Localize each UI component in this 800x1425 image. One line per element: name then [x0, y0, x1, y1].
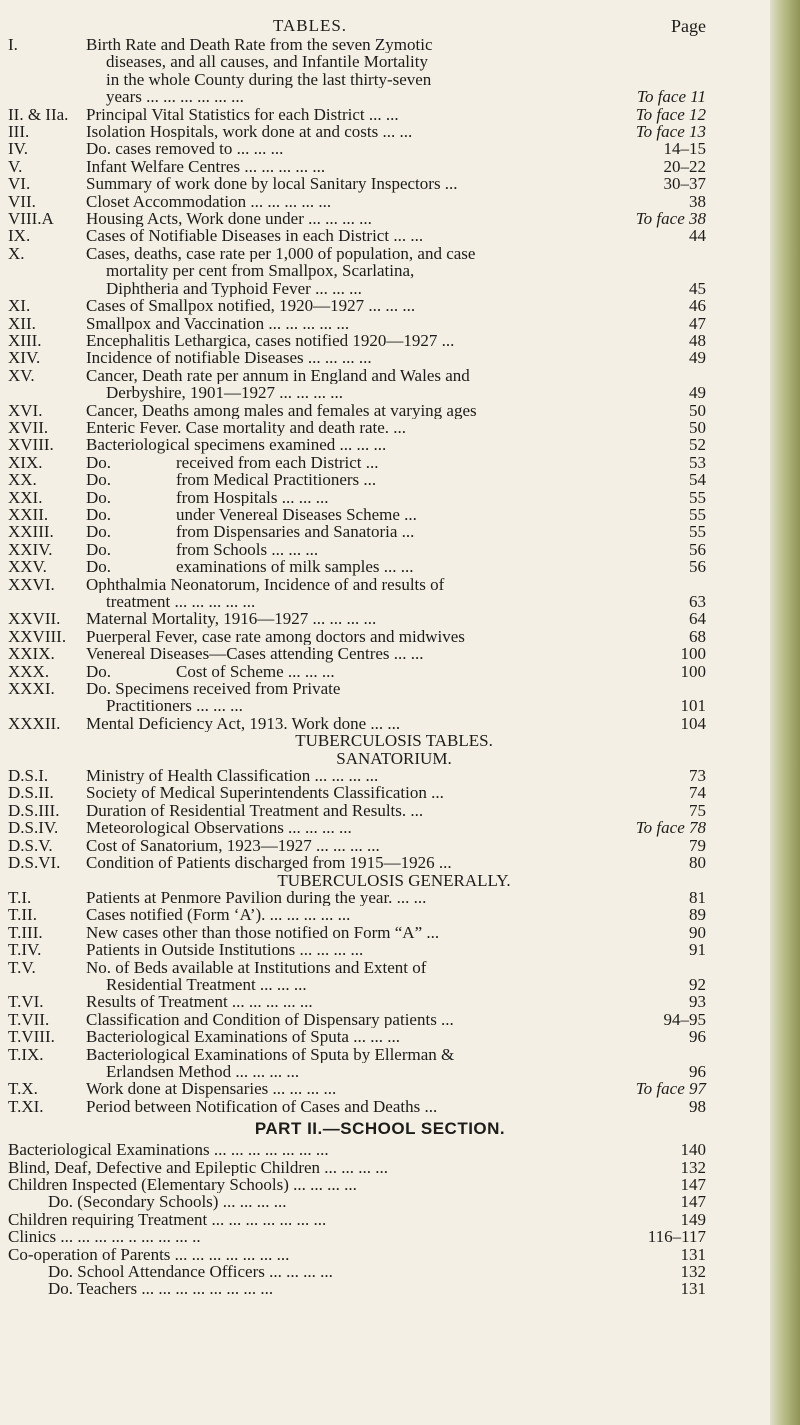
table-entry — [0, 924, 760, 941]
entry-title-text: Cost of Scheme ... ... ... — [176, 662, 335, 681]
page-reference: 55 — [689, 522, 706, 542]
entry-title: Results of Treatment ... ... ... ... ... — [86, 993, 313, 1011]
table-number: III. — [8, 122, 30, 142]
school-entry — [0, 1211, 760, 1228]
page-reference: 149 — [680, 1209, 706, 1229]
entry-title: Cases of Notifiable Diseases in each District ... ... — [86, 227, 424, 245]
school-entry — [0, 1280, 760, 1297]
table-entry-line — [0, 280, 760, 297]
page-reference: 91 — [689, 940, 706, 960]
table-number: XXIII. — [8, 522, 54, 542]
table-entry — [0, 541, 760, 558]
table-number: XVIII. — [8, 435, 54, 455]
entry-title: Closet Accommodation ... ... ... ... ... — [86, 192, 332, 211]
page-reference: 46 — [689, 296, 706, 316]
table-number: T.I. — [8, 887, 32, 907]
entry-title: Cases notified (Form ‘A’). ... ... ... ... ... — [86, 906, 351, 924]
page-reference: 20–22 — [663, 156, 706, 176]
page-reference: To face 97 — [635, 1079, 706, 1099]
table-entry — [0, 993, 760, 1010]
table-number: XXXII. — [8, 713, 61, 733]
table-number: IX. — [8, 226, 31, 246]
table-entry-line — [0, 262, 760, 279]
table-number: D.S.I. — [8, 766, 49, 786]
table-entry-line — [0, 367, 760, 384]
school-entry — [0, 1159, 760, 1176]
entry-title-text: from Schools ... ... ... — [176, 540, 319, 559]
table-entry-line — [0, 53, 760, 70]
entry-title-line: Cancer, Death rate per annum in England and Wales and — [86, 366, 470, 385]
school-entry — [0, 1176, 760, 1193]
entry-title-line: Bacteriological Examinations of Sputa by Ellerman & — [86, 1045, 455, 1063]
table-number: XXVII. — [8, 609, 61, 629]
table-entry — [0, 158, 760, 175]
table-entry — [0, 454, 760, 471]
table-number: XXVI. — [8, 574, 55, 594]
entry-title-line: Cases, deaths, case rate per 1,000 of population, and case — [86, 244, 476, 263]
entry-title-line: Do. Specimens received from Private — [86, 680, 341, 698]
table-number: XXII. — [8, 504, 49, 524]
tb-tables-heading: TUBERCULOSIS TABLES. — [295, 731, 493, 751]
page-reference: 44 — [689, 226, 706, 246]
entry-title: Period between Notification of Cases and Deaths ... — [86, 1097, 438, 1116]
table-entry — [0, 767, 760, 784]
entry-title: Bacteriological specimens examined ... ... ... — [86, 436, 387, 454]
school-entry-title: Do. School Attendance Officers ... ... ... ... — [48, 1263, 333, 1281]
table-entry — [0, 819, 760, 836]
table-number: XVII. — [8, 417, 49, 437]
entry-title: Bacteriological Examinations of Sputa ... ... ... — [86, 1028, 400, 1046]
page-reference: 89 — [689, 905, 706, 925]
table-number: XI. — [8, 296, 31, 316]
page-reference: 63 — [689, 592, 706, 611]
entry-title: Encephalitis Lethargica, cases notified 1920—1927 ... — [86, 331, 455, 350]
page-reference: 116–117 — [647, 1227, 706, 1247]
page-reference: To face 78 — [635, 818, 706, 838]
table-number: II. & IIa. — [8, 104, 69, 124]
table-number: T.VIII. — [8, 1027, 55, 1047]
page-reference: 55 — [689, 504, 706, 524]
table-entry-line — [0, 697, 760, 714]
table-number: T.IX. — [8, 1044, 44, 1064]
table-entry — [0, 906, 760, 923]
table-number: T.XI. — [8, 1096, 44, 1116]
ditto-mark: Do. — [86, 540, 112, 559]
table-number: T.V. — [8, 957, 36, 977]
page-reference: 52 — [689, 435, 706, 455]
table-entry — [0, 489, 760, 506]
entry-title: Smallpox and Vaccination ... ... ... ... ... — [86, 314, 350, 332]
scan-edge — [770, 0, 800, 1425]
page-reference: 64 — [689, 609, 706, 629]
table-entry — [0, 889, 760, 906]
table-entry — [0, 227, 760, 244]
table-entry — [0, 1011, 760, 1028]
table-entry-line — [0, 1063, 760, 1080]
page-reference: 92 — [689, 974, 706, 994]
entry-title: Enteric Fever. Case mortality and death rate. ... — [86, 418, 407, 437]
table-entry — [0, 175, 760, 192]
table-number: D.S.III. — [8, 800, 60, 820]
table-number: D.S.IV. — [8, 818, 59, 838]
entry-title-text: from Dispensaries and Sanatoria ... — [176, 523, 415, 541]
table-of-contents — [0, 36, 760, 1298]
entry-title: Summary of work done by local Sanitary Inspectors ... — [86, 175, 458, 193]
page-reference: 48 — [689, 330, 706, 350]
entry-title: Housing Acts, Work done under ... ... ... ... — [86, 210, 372, 228]
page-reference: 50 — [689, 417, 706, 437]
tb-generally-heading: TUBERCULOSIS GENERALLY. — [277, 870, 511, 890]
table-entry — [0, 471, 760, 488]
entry-title: Meteorological Observations ... ... ... ... — [86, 819, 352, 837]
main-tables-list — [0, 36, 760, 732]
school-entry-title: Co-operation of Parents ... ... ... ... ... ... ... — [8, 1245, 290, 1264]
entry-title-line: Residential Treatment ... ... ... — [106, 975, 307, 994]
table-entry — [0, 663, 760, 680]
table-entry — [0, 106, 760, 123]
entry-title: Puerperal Fever, case rate among doctors and midwives — [86, 627, 465, 646]
entry-title: Cases of Smallpox notified, 1920—1927 ... ... ... — [86, 297, 416, 315]
entry-title: Patients at Penmore Pavilion during the year. ... ... — [86, 888, 427, 907]
entry-title: Classification and Condition of Dispensary patients ... — [86, 1010, 454, 1029]
general-tables-list — [0, 889, 760, 1115]
table-entry — [0, 784, 760, 801]
school-entry-title: Do. Teachers ... ... ... ... ... ... ... ... — [48, 1280, 274, 1298]
page-reference: 54 — [689, 470, 706, 490]
entry-title-line: No. of Beds available at Institutions and Extent of — [86, 958, 427, 976]
table-entry — [0, 297, 760, 314]
page-reference: 49 — [689, 383, 706, 403]
page-reference: 101 — [680, 696, 706, 716]
school-entry-title: Bacteriological Examinations ... ... ... ... ... ... ... — [8, 1141, 329, 1159]
school-entry — [0, 1193, 760, 1210]
table-entry-line — [0, 1046, 760, 1063]
section-heading — [0, 872, 760, 889]
page-reference: 79 — [689, 835, 706, 855]
school-entry-title: Blind, Deaf, Defective and Epileptic Children ... ... ... ... — [8, 1158, 389, 1176]
entry-title: Principal Vital Statistics for each District ... ... — [86, 105, 399, 124]
school-entry-title: Children requiring Treatment ... ... ... ... ... ... ... — [8, 1210, 327, 1229]
entry-title-line: Ophthalmia Neonatorum, Incidence of and results of — [86, 575, 445, 593]
entry-title: Incidence of notifiable Diseases ... ... ... ... — [86, 349, 372, 367]
table-number: XXV. — [8, 557, 47, 577]
entry-title — [86, 454, 702, 471]
table-entry-line — [0, 680, 760, 697]
entry-title — [86, 663, 702, 680]
entry-title-line: Practitioners ... ... ... — [106, 697, 243, 715]
table-entry — [0, 140, 760, 157]
table-number: XIV. — [8, 348, 41, 368]
table-number: VI. — [8, 174, 31, 194]
table-entry — [0, 715, 760, 732]
page-reference: To face 13 — [635, 122, 706, 142]
table-number: D.S.VI. — [8, 853, 61, 873]
entry-title-text: examinations of milk samples ... ... — [176, 558, 414, 576]
entry-title — [86, 523, 702, 540]
page-reference: 38 — [689, 191, 706, 211]
table-entry — [0, 645, 760, 662]
table-entry — [0, 837, 760, 854]
school-entry-title: Children Inspected (Elementary Schools) ... ... ... ... — [8, 1176, 357, 1194]
page-reference: 80 — [689, 853, 706, 873]
tables-heading: TABLES. — [272, 16, 348, 35]
table-entry — [0, 628, 760, 645]
entry-title-line: diseases, and all causes, and Infantile Mortality — [106, 53, 428, 71]
entry-title: Condition of Patients discharged from 1915—1926 ... — [86, 854, 452, 872]
table-number: XXI. — [8, 487, 43, 507]
table-number: XIII. — [8, 330, 42, 350]
entry-title: Do. cases removed to ... ... ... — [86, 140, 284, 158]
table-entry — [0, 802, 760, 819]
page-reference: 68 — [689, 626, 706, 646]
entry-title-line: Birth Rate and Death Rate from the seven Zymotic — [86, 36, 433, 54]
sanatorium-heading: SANATORIUM. — [336, 748, 452, 768]
school-entry — [0, 1246, 760, 1263]
entry-title: Work done at Dispensaries ... ... ... ... — [86, 1080, 337, 1098]
table-number: T.X. — [8, 1079, 38, 1099]
table-number: XII. — [8, 313, 36, 333]
table-entry — [0, 1080, 760, 1097]
page-reference: To face 12 — [635, 104, 706, 124]
table-number: T.VII. — [8, 1009, 50, 1029]
entry-title: Isolation Hospitals, work done at and costs ... ... — [86, 123, 413, 141]
page-reference: 98 — [689, 1096, 706, 1116]
sanatorium-tables-list — [0, 767, 760, 871]
entry-title — [86, 489, 702, 506]
entry-title: Maternal Mortality, 1916—1927 ... ... ... ... — [86, 610, 377, 628]
table-entry-line — [0, 88, 760, 105]
table-number: T.III. — [8, 922, 43, 942]
table-number: XIX. — [8, 452, 43, 472]
ditto-mark: Do. — [86, 453, 112, 472]
table-number: T.IV. — [8, 940, 42, 960]
table-number: VII. — [8, 191, 36, 211]
table-entry-line — [0, 593, 760, 610]
table-entry — [0, 419, 760, 436]
table-number: IV. — [8, 139, 28, 159]
entry-title: Cancer, Deaths among males and females at varying ages — [86, 401, 477, 419]
page-reference: 132 — [680, 1157, 706, 1177]
table-entry-line — [0, 36, 760, 53]
school-section-list — [0, 1141, 760, 1298]
page-reference: 14–15 — [663, 139, 706, 159]
entry-title — [86, 506, 702, 523]
table-entry — [0, 349, 760, 366]
entry-title-line: mortality per cent from Smallpox, Scarlatina, — [106, 262, 415, 280]
page-reference: 45 — [689, 278, 706, 298]
table-entry — [0, 210, 760, 227]
page-reference: 49 — [689, 348, 706, 368]
page-reference: 140 — [680, 1140, 706, 1160]
entry-title-line: Derbyshire, 1901—1927 ... ... ... ... — [106, 384, 344, 402]
ditto-mark: Do. — [86, 488, 112, 506]
page-column-heading: Page — [671, 16, 706, 36]
table-number: V. — [8, 156, 23, 176]
table-number: XXVIII. — [8, 626, 67, 646]
table-number: VIII.A — [8, 209, 54, 229]
school-entry — [0, 1141, 760, 1158]
table-number: XV. — [8, 365, 35, 385]
table-entry — [0, 610, 760, 627]
entry-title: Venereal Diseases—Cases attending Centres ... ... — [86, 645, 424, 663]
ditto-mark: Do. — [86, 662, 112, 681]
table-number: XX. — [8, 470, 37, 490]
table-number: XXXI. — [8, 679, 55, 699]
page-reference: 75 — [689, 800, 706, 820]
entry-title — [86, 558, 702, 575]
entry-title — [86, 471, 702, 488]
page-reference: 96 — [689, 1027, 706, 1047]
entry-title-text: received from each District ... — [176, 453, 379, 472]
page-reference: 74 — [689, 783, 706, 803]
table-entry — [0, 523, 760, 540]
table-number: XXIX. — [8, 644, 55, 664]
ditto-mark: Do. — [86, 505, 112, 524]
page-reference: 73 — [689, 766, 706, 786]
page-reference: 94–95 — [663, 1009, 706, 1029]
page-reference: To face 38 — [635, 209, 706, 229]
ditto-mark: Do. — [86, 471, 112, 489]
page-reference: 90 — [689, 922, 706, 942]
table-number: T.II. — [8, 905, 37, 925]
entry-title-line: years ... ... ... ... ... ... — [106, 88, 244, 106]
table-entry — [0, 402, 760, 419]
table-entry — [0, 506, 760, 523]
header — [0, 16, 760, 38]
page-reference: 30–37 — [663, 174, 706, 194]
table-entry-line — [0, 959, 760, 976]
table-entry — [0, 558, 760, 575]
table-number: XVI. — [8, 400, 43, 420]
school-entry-title: Clinics ... ... ... ... .. ... ... ... .. — [8, 1228, 201, 1246]
entry-title: Ministry of Health Classification ... ... ... ... — [86, 767, 379, 785]
page-reference: 147 — [680, 1175, 706, 1194]
page-reference: 96 — [689, 1061, 706, 1081]
table-entry-line — [0, 71, 760, 88]
page-reference: 56 — [689, 557, 706, 577]
table-entry-line — [0, 384, 760, 401]
table-entry-line — [0, 976, 760, 993]
entry-title: Patients in Outside Institutions ... ... ... ... — [86, 941, 364, 959]
table-entry — [0, 193, 760, 210]
part-two-heading: PART II.—SCHOOL SECTION. — [254, 1119, 506, 1139]
table-number: XXIV. — [8, 539, 53, 559]
entry-title: Society of Medical Superintendents Classification ... — [86, 784, 444, 802]
entry-title: New cases other than those notified on Form “A” ... — [86, 923, 440, 942]
page-reference: 50 — [689, 400, 706, 420]
page-reference: 132 — [680, 1262, 706, 1282]
ditto-mark: Do. — [86, 558, 112, 576]
school-entry — [0, 1263, 760, 1280]
page-reference: 81 — [689, 887, 706, 907]
entry-title: Cost of Sanatorium, 1923—1927 ... ... ... ... — [86, 836, 380, 855]
table-number: D.S.II. — [8, 783, 54, 803]
table-entry — [0, 941, 760, 958]
page-reference: 147 — [680, 1192, 706, 1212]
page-reference: 100 — [680, 644, 706, 664]
table-number: T.VI. — [8, 992, 44, 1012]
section-heading — [0, 732, 760, 749]
entry-title: Duration of Residential Treatment and Results. ... — [86, 801, 424, 820]
page-reference: 56 — [689, 539, 706, 559]
table-entry-line — [0, 245, 760, 262]
page-reference: 131 — [680, 1279, 706, 1299]
entry-title-line: treatment ... ... ... ... ... — [106, 593, 256, 611]
page-reference: 104 — [680, 713, 706, 733]
school-entry — [0, 1228, 760, 1245]
page-reference: 93 — [689, 992, 706, 1012]
page-reference: 47 — [689, 313, 706, 333]
entry-title-text: from Hospitals ... ... ... — [176, 488, 329, 506]
table-entry-line — [0, 576, 760, 593]
table-number: I. — [8, 35, 18, 54]
table-number: XXX. — [8, 661, 50, 681]
entry-title — [86, 541, 702, 558]
table-entry — [0, 854, 760, 871]
entry-title-text: from Medical Practitioners ... — [176, 471, 377, 489]
page-reference: To face 11 — [637, 87, 706, 107]
table-entry — [0, 1028, 760, 1045]
school-entry-title: Do. (Secondary Schools) ... ... ... ... — [48, 1193, 287, 1211]
entry-title-text: under Venereal Diseases Scheme ... — [176, 505, 417, 524]
section-heading — [0, 750, 760, 767]
page-reference: 131 — [680, 1244, 706, 1264]
table-number: D.S.V. — [8, 835, 53, 855]
table-entry — [0, 123, 760, 140]
table-entry — [0, 332, 760, 349]
entry-title-line: in the whole County during the last thirty-seven — [106, 70, 432, 89]
table-entry — [0, 436, 760, 453]
entry-title: Mental Deficiency Act, 1913. Work done ... ... — [86, 714, 401, 733]
page-reference: 100 — [680, 661, 706, 681]
entry-title: Infant Welfare Centres ... ... ... ... ... — [86, 157, 326, 176]
table-entry — [0, 315, 760, 332]
entry-title-line: Diphtheria and Typhoid Fever ... ... ... — [106, 279, 362, 298]
ditto-mark: Do. — [86, 523, 112, 541]
page-reference: 55 — [689, 487, 706, 507]
entry-title-line: Erlandsen Method ... ... ... ... — [106, 1062, 300, 1081]
table-entry — [0, 1098, 760, 1115]
table-number: X. — [8, 243, 25, 263]
page-reference: 53 — [689, 452, 706, 472]
